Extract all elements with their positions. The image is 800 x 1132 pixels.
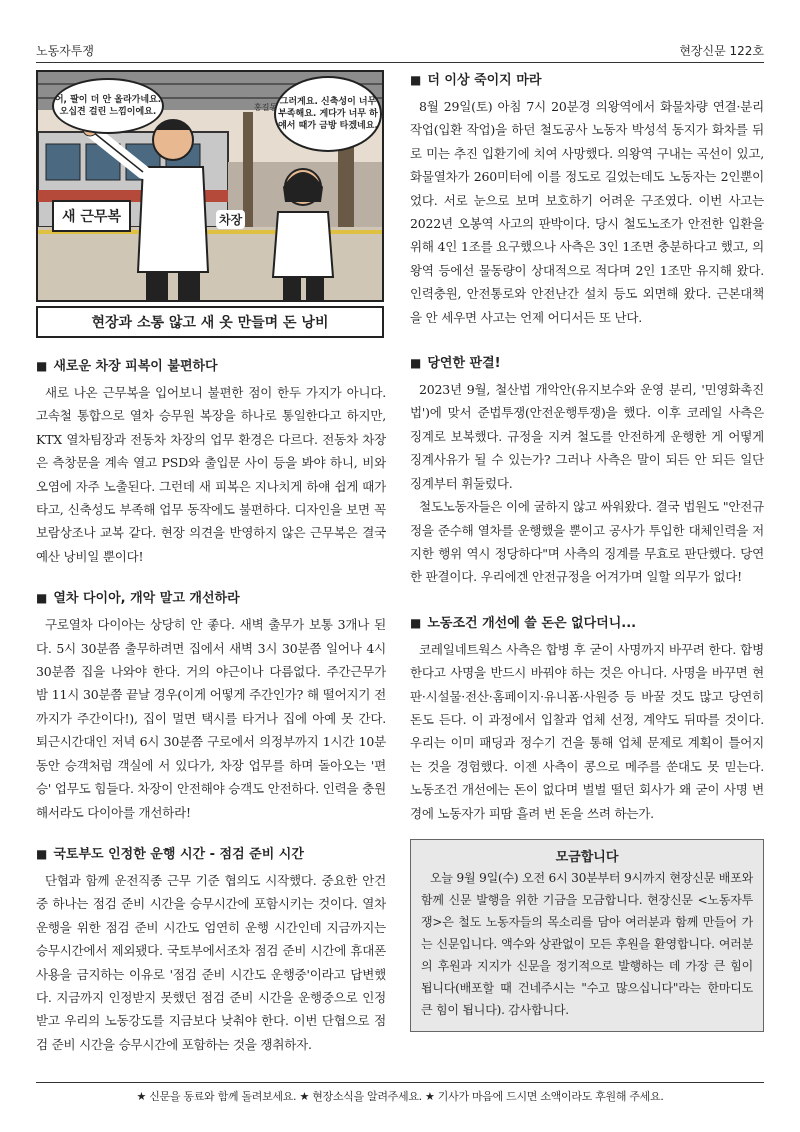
article-title: ■ 열차 다이아, 개악 말고 개선하라 (36, 591, 240, 607)
square-bullet-icon: ■ (410, 615, 422, 630)
square-bullet-icon: ■ (36, 359, 48, 373)
footer-divider (36, 1082, 764, 1083)
article-body: 2023년 9월, 철산법 개악안(유지보수와 운영 분리, '민영화촉진법')에 맞서 준법투쟁(안전운행투쟁)을 했다. 이후 코레일 사측은 징계로 보복했다. 규정을 지켜 철도를 안전하게 운행한 게 어떻게 징계사유가 될 수 있는가? 그러나 사측은 말이 되든 안 되든 일단 징계부터 휘둘렀다. (410, 382, 764, 491)
article-no-money (410, 613, 764, 825)
article-body: 코레일네트웍스 사측은 합병 후 굳이 사명까지 바꾸려 한다. 합병한다고 사명을 반드시 바꿔야 하는 것은 아니다. 사명을 바꾸면 현판·시설물·전산·홈페이지·유니폼·사원증 등 바꿀 것도 많고 당연히 돈도 든다. 이 과정에서 입찰과 업체 선정, 계약도 뒤따를 것이다. 우리는 이미 패딩과 정수기 건을 통해 업체 문제로 계획이 틀어지는 것을 경험했다. 이젠 사측이 콩으로 메주를 쑨대도 못 믿는다. 노동조건 개선에는 돈이 없다며 벌벌 떨던 회사가 왜 굳이 사명 변경에 노동자가 피땀 흘려 번 돈을 쓰려 하는가. (410, 641, 764, 821)
issue-number: 현장신문 122호 (679, 44, 764, 58)
square-bullet-icon: ■ (36, 846, 48, 861)
donation-text: 오늘 9월 9일(수) 오전 6시 30분부터 9시까지 현장신문 배포와 함께 신문 발행을 위한 기금을 모금합니다. 현장신문 <노동자투쟁>은 철도 노동자들의 목소리를 담아 여러분과 함께 만들어 가는 신문입니다. 액수와 상관없이 모든 후원을 환영합니다. 여러분의 후원과 지지가 신문을 정기적으로 발행하는 데 가장 큰 힘이 됩니다(배포할 때 건네주시는 "수고 많으십니다"라는 한마디도 큰 힘이 됩니다). 감사합니다. (421, 870, 753, 1017)
article-body: 구로열차 다이아는 상당히 안 좋다. 새벽 출무가 보통 3개나 된다. 5시 30분쯤 출무하려면 집에서 새벽 3시 30분쯤 일어나 4시 30분쯤 집을 나와야 한다. 거의 야근이나 다름없다. 주간근무가 밤 11시 30분쯤 끝날 경우(이게 어떻게 주간인가? 해 떨어지기 전까지가 주간이다!), 집이 멀면 택시를 타거나 집에 아예 못 간다. 퇴근시간대인 저녁 6시 30분쯤 구로에서 의정부까지 1시간 10분 동안 승객처럼 객실에 서 있다가, 차장 업무를 하며 돌아오는 '편승' 업무도 힘들다. 차장이 안전해야 승객도 안전하다. 인력을 충원해서라도 다이아를 개선하라! (36, 617, 386, 820)
square-bullet-icon: ■ (410, 73, 422, 87)
cartoon-caption: 현장과 소통 않고 새 옷 만들며 돈 낭비 (36, 306, 384, 338)
article-title: ■ 국토부도 인정한 운행 시간 - 점검 준비 시간 (36, 846, 304, 862)
cartoon-illustration (36, 70, 384, 302)
article-body: 8월 29일(토) 아침 7시 20분경 의왕역에서 화물차량 연결·분리 작업(입환 작업)을 하던 철도공사 노동자 박성석 동지가 화차를 뒤로 미는 추진 입환기에 치여 사망했다. 의왕역 구내는 곡선이 있고, 화물열차가 260미터에 이를 정도로 길었는데도 노동자는 2인뿐이었다. 서로 눈으로 보며 보호하기 어려운 구조였다. 이번 사고는 2022년 오봉역 사고의 판박이다. 당시 철도노조가 안전한 입환을 위해 4인 1조를 요구했으나 사측은 3인 1조면 충분하다고 했고, 의왕역 등에선 물동량이 상대적으로 적다며 2인 1조만 유지해 왔다. 인력충원, 안전통로와 안전난간 설치 등도 외면해 왔다. 근본대책을 안 세우면 사고는 언제 어디서든 또 난다. (410, 99, 764, 325)
article-title: ■ 노동조건 개선에 쓸 돈은 없다더니... (410, 615, 637, 631)
chajang-label: 차장 (216, 210, 245, 229)
article-stop-killing (410, 70, 764, 329)
article-body: 단협과 함께 운전직종 근무 기준 협의도 시작했다. 중요한 안건 중 하나는 점검 준비 시간을 승무시간에 포함시키는 것이다. 열차 운행을 위한 점검 준비 시간도 엄연히 운행 시간인데 지금까지는 승무시간에서 제외됐다. 국토부에서조차 점검 준비 시간에 휴대폰 사용을 금지하는 이유로 '점검 준비 시간도 운행중'이라고 답변했다. 지금까지 인정받지 못했던 점검 준비 시간을 운행중으로 인정받고 우리의 노동강도를 지금보다 낮춰야 한다. 이번 단협으로 점검 준비 시간을 승무시간에 포함하는 것을 쟁취하자. (36, 872, 386, 1052)
article-title: ■ 당연한 판결! (410, 356, 501, 372)
donation-box (410, 839, 764, 1032)
right-column (410, 70, 764, 1032)
speech-bubble-right: 그러게요. 신축성이 너무 부족해요. 게다가 너무 하얘서 때가 금방 타겠네요. (274, 76, 382, 152)
article-train-schedule (36, 588, 386, 824)
footer-note: ★ 신문을 동료와 함께 돌려보세요. ★ 현장소식을 알려주세요. ★ 기사가 마음에 드시면 소액이라도 후원해 주세요. (136, 1090, 664, 1103)
article-body: 새로 나온 근무복을 입어보니 불편한 점이 한두 가지가 아니다. 고속철 통합으로 열차 승무원 복장을 하나로 통일한다고 하지만, KTX 열차팀장과 전동차 차장의 업무 환경은 다르다. 전동차 차장은 측창문을 계속 열고 PSD와 출입문 사이 등을 봐야 하니, 비와 오염에 자주 노출된다. 그런데 새 피복은 지나치게 하얘 쉽게 때가 타고, 신축성도 부족해 업무 동작에도 불편하다. 디자인을 보면 꼭 보람상조나 교복 같다. 현장 의견을 반영하지 않은 근무복은 결국 예산 낭비일 뿐이다! (36, 385, 386, 564)
left-column (36, 70, 386, 1070)
article-verdict (410, 353, 764, 589)
speech-bubble-left: 어, 팔이 더 안 올라가네요. 오십견 걸린 느낌이에요. (52, 78, 164, 134)
article-body: 철도노동자들은 이에 굴하지 않고 싸워왔다. 결국 법원도 "안전규정을 준수해 열차를 운행했을 뿐이고 공사가 투입한 대체인력을 저지한 행위 역시 정당하다"며 사측의 징계를 무효로 판단했다. 당연한 판결이다. 우리에겐 안전규정을 어겨가며 일할 의무가 없다! (410, 499, 764, 585)
article-uniform (36, 356, 386, 568)
publication-name: 노동자투쟁 (36, 44, 94, 58)
name-badge: 홍길동 (254, 103, 278, 112)
article-title: ■ 더 이상 죽이지 마라 (410, 73, 542, 88)
square-bullet-icon: ■ (36, 591, 48, 606)
new-uniform-tag: 새 근무복 (52, 200, 131, 232)
page-header (36, 42, 764, 62)
header-divider (36, 62, 764, 63)
donation-title: 모금합니다 (555, 849, 619, 865)
square-bullet-icon: ■ (410, 356, 422, 371)
article-title: ■ 새로운 차장 피복이 불편하다 (36, 359, 218, 374)
article-inspection-time (36, 844, 386, 1056)
